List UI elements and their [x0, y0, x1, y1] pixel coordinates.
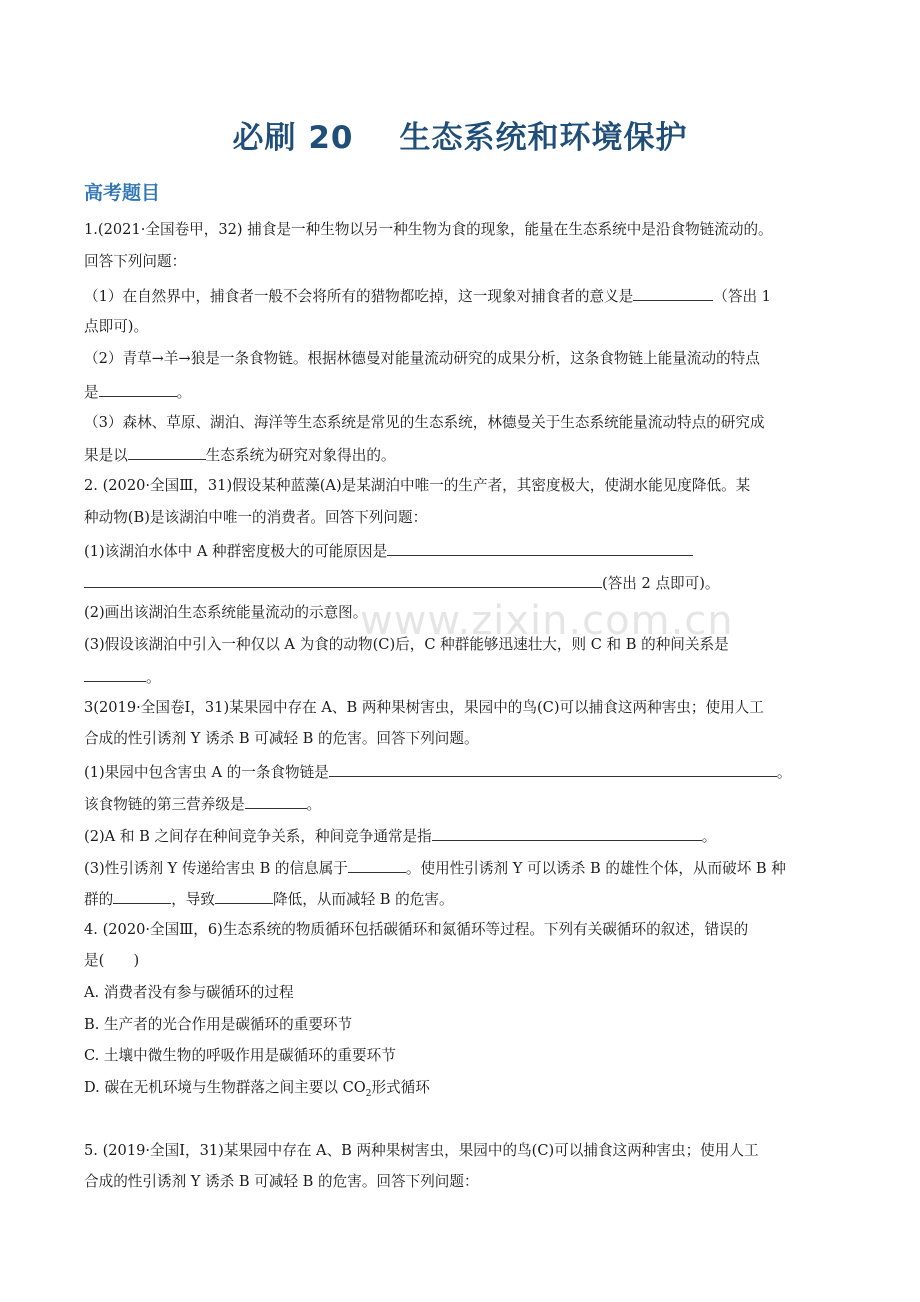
q3-part1-cont: 该食物链的第三营养级是 。 [84, 793, 321, 813]
answer-blank [84, 666, 146, 682]
answer-blank [99, 381, 177, 397]
answer-blank [245, 793, 307, 809]
watermark-logo: www.zixin.com.cn [360, 598, 734, 644]
answer-blank [113, 888, 171, 904]
q3-part1: (1)果园中包含害虫 A 的一条食物链是 。 [84, 761, 791, 781]
q3-part3-cont: 群的 ，导致 降低，从而减轻 B 的危害。 [84, 888, 454, 908]
q5-line: 5. (2019·全国Ⅰ，31)某果园中存在 A、B 两种果树害虫，果园中的鸟(C)可以捕食这两种害虫；使用人工 [84, 1142, 759, 1159]
answer-blank [84, 572, 602, 588]
q2-part2: (2)画出该湖泊生态系统能量流动的示意图。 [84, 604, 368, 621]
section-heading: 高考题目 [84, 182, 161, 204]
q2-part3-answer: 。 [84, 666, 161, 686]
q3-line: 3(2019·全国卷Ⅰ，31)某果园中存在 A、B 两种果树害虫，果园中的鸟(C)可以捕食这两种害虫；使用人工 [84, 699, 764, 716]
q2-part1-cont: (答出 2 点即可)。 [84, 572, 720, 592]
q1-line: 回答下列问题： [84, 253, 187, 270]
q2-line: 2. (2020·全国Ⅲ，31)假设某种蓝藻(A)是某湖泊中唯一的生产者，其密度极大，使湖水能见度降低。某 [84, 477, 751, 494]
q4-option-d: D. 碳在无机环境与生物群落之间主要以 $CO_2$形式循环 [84, 1079, 430, 1099]
q1-part1: （1）在自然界中，捕食者一般不会将所有的猎物都吃掉，这一现象对捕食者的意义是 （答出 1 [84, 285, 771, 305]
title-topic: 生态系统和环境保护 [399, 120, 688, 156]
page-title [0, 112, 920, 157]
q4-option-a: A. 消费者没有参与碳循环的过程 [84, 984, 294, 1001]
q3-part2: (2)A 和 B 之间存在种间竞争关系，种间竞争通常是指 。 [84, 825, 716, 845]
answer-blank [633, 285, 713, 301]
q1-part2: （2）青草→羊→狼是一条食物链。根据林德曼对能量流动研究的成果分析，这条食物链上能量流动的特点 [84, 350, 760, 367]
q4-option-c: C. 土壤中微生物的呼吸作用是碳循环的重要环节 [84, 1047, 396, 1064]
q1-part3-answer: 果是以 生态系统为研究对象得出的。 [84, 444, 396, 464]
q1-part3: （3）森林、草原、湖泊、海洋等生态系统是常见的生态系统，林德曼关于生态系统能量流动特点的研究成 [84, 414, 765, 431]
q1-line: 1.(2021·全国卷甲，32) 捕食是一种生物以另一种生物为食的现象，能量在生态系统中是沿食物链流动的。 [84, 221, 773, 238]
answer-blank [128, 444, 206, 460]
q1-part2-answer: 是 。 [84, 381, 191, 401]
q3-part3: (3)性引诱剂 Y 传递给害虫 B 的信息属于 。使用性引诱剂 Y 可以诱杀 B 的雄性个体，从而破坏 B 种 [84, 857, 786, 877]
q5-line: 合成的性引诱剂 Y 诱杀 B 可减轻 B 的危害。回答下列问题： [84, 1173, 479, 1190]
title-number: 必刷 20 [232, 120, 354, 156]
q4-line: 是( ) [84, 952, 140, 969]
q4-line: 4. (2020·全国Ⅲ，6)生态系统的物质循环包括碳循环和氮循环等过程。下列有关碳循环的叙述，错误的 [84, 921, 749, 938]
answer-blank [387, 540, 693, 556]
q2-line: 种动物(B)是该湖泊中唯一的消费者。回答下列问题： [84, 509, 428, 526]
answer-blank [432, 825, 702, 841]
answer-blank [348, 857, 406, 873]
q4-option-b: B. 生产者的光合作用是碳循环的重要环节 [84, 1016, 353, 1033]
answer-blank [215, 888, 273, 904]
q3-line: 合成的性引诱剂 Y 诱杀 B 可减轻 B 的危害。回答下列问题。 [84, 730, 479, 747]
q1-line: 点即可)。 [84, 318, 149, 335]
q2-part1: (1)该湖泊水体中 A 种群密度极大的可能原因是 [84, 540, 693, 560]
answer-blank [329, 761, 777, 777]
q2-part3: (3)假设该湖泊中引入一种仅以 A 为食的动物(C)后，C 种群能够迅速壮大，则 C 和 B 的种间关系是 [84, 636, 729, 653]
